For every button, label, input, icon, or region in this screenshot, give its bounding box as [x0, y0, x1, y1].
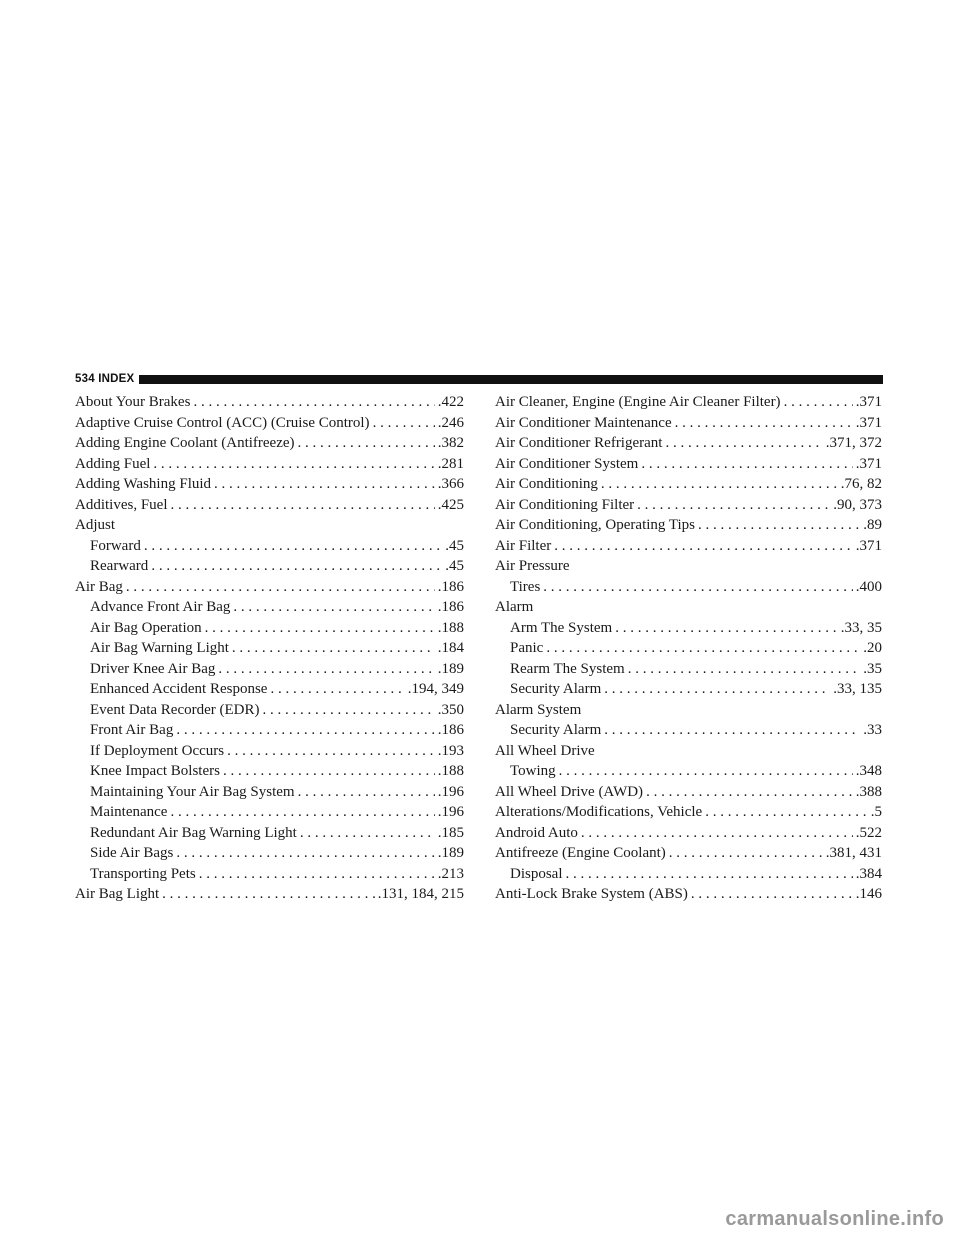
- index-entry-label: Event Data Recorder (EDR): [90, 701, 260, 718]
- index-entry: [75, 515, 464, 536]
- index-entry-label: Advance Front Air Bag: [90, 599, 231, 615]
- index-entry-label: Redundant Air Bag Warning Light: [90, 824, 297, 841]
- index-entry-label: Air Filter: [495, 537, 552, 554]
- index-entry-page: .184: [437, 640, 464, 656]
- index-entry-label: Knee Impact Bolsters: [90, 763, 220, 779]
- dot-leader: [298, 433, 435, 454]
- index-entry: [495, 823, 882, 844]
- index-entry-label: Disposal: [510, 865, 563, 882]
- index-entry: [75, 782, 464, 803]
- index-entry: [495, 843, 882, 864]
- index-entry: [495, 536, 882, 557]
- index-entry-label: Maintenance: [90, 804, 168, 820]
- dot-leader: [270, 679, 404, 700]
- index-entry: [495, 474, 882, 495]
- index-entry: [75, 597, 464, 618]
- dot-leader: [559, 761, 853, 782]
- index-entry-label: Tires: [510, 578, 541, 595]
- dot-leader: [628, 659, 861, 680]
- index-entry-label: Panic: [510, 640, 544, 656]
- index-entry: [75, 638, 464, 659]
- index-entry: [75, 843, 464, 864]
- index-entry: [495, 597, 882, 618]
- index-entry: [75, 679, 464, 700]
- dot-leader: [176, 843, 434, 864]
- dot-leader: [637, 495, 830, 516]
- index-entry-label: Security Alarm: [510, 722, 602, 738]
- index-entry-label: Additives, Fuel: [75, 496, 168, 513]
- index-entry-page: .185: [437, 824, 464, 841]
- index-entry: [495, 454, 882, 475]
- index-entry-label: Rearward: [90, 558, 149, 574]
- index-entry-page: .384: [855, 865, 882, 882]
- index-entry: [75, 536, 464, 557]
- dot-leader: [199, 864, 435, 885]
- index-entry: [495, 433, 882, 454]
- index-entry: [495, 720, 882, 741]
- index-entry: [75, 618, 464, 639]
- index-entry-label: Security Alarm: [510, 681, 602, 697]
- dot-leader: [232, 638, 435, 659]
- index-entry-label: Adjust: [75, 517, 116, 533]
- index-entry-label: Forward: [90, 537, 141, 554]
- dot-leader: [171, 495, 435, 516]
- index-entry: [75, 741, 464, 762]
- index-column-left: [75, 392, 464, 905]
- index-entry-page: .196: [437, 783, 464, 800]
- index-entry-label: Air Conditioner System: [495, 455, 639, 472]
- dot-leader: [193, 392, 434, 413]
- index-entry-page: .281: [437, 455, 464, 472]
- index-entry: [495, 802, 882, 823]
- index-entry-page: .522: [855, 824, 882, 841]
- index-entry: [495, 638, 882, 659]
- index-entry: [495, 864, 882, 885]
- dot-leader: [675, 413, 853, 434]
- index-entry-label: Adding Fuel: [75, 455, 151, 472]
- index-entry: [75, 802, 464, 823]
- dot-leader: [604, 720, 860, 741]
- index-entry: [495, 413, 882, 434]
- index-entry-label: Air Bag Warning Light: [90, 640, 229, 656]
- index-entry-page: .196: [437, 804, 464, 820]
- dot-leader: [162, 884, 375, 905]
- dot-leader: [205, 618, 435, 639]
- dot-leader: [176, 720, 434, 741]
- index-entry-label: Rearm The System: [510, 660, 625, 677]
- index-entry-page: .33, 135: [833, 681, 882, 697]
- index-entry-page: .131, 184, 215: [377, 886, 464, 902]
- index-entry-page: .366: [437, 476, 464, 492]
- index-entry-page: .381, 431: [825, 845, 882, 861]
- dot-leader: [227, 741, 435, 762]
- dot-leader: [554, 536, 853, 557]
- index-entry: [495, 761, 882, 782]
- dot-leader: [373, 413, 435, 434]
- section-title: INDEX: [98, 373, 135, 385]
- dot-leader: [784, 392, 853, 413]
- index-entry: [75, 659, 464, 680]
- dot-leader: [615, 618, 838, 639]
- index-entry-label: Air Cleaner, Engine (Engine Air Cleaner Filter): [495, 394, 781, 410]
- index-entry-page: .388: [855, 783, 882, 800]
- dot-leader: [218, 659, 434, 680]
- dot-leader: [566, 864, 853, 885]
- index-entry: [75, 454, 464, 475]
- dot-leader: [665, 433, 822, 454]
- dot-leader: [698, 515, 860, 536]
- index-entry-label: Transporting Pets: [90, 865, 196, 882]
- index-entry-label: Adding Engine Coolant (Antifreeze): [75, 435, 295, 451]
- dot-leader: [646, 782, 853, 803]
- index-entry-page: .348: [855, 763, 882, 779]
- index-entry-page: .371, 372: [825, 435, 882, 451]
- index-entry-label: Enhanced Accident Response: [90, 681, 268, 697]
- index-entry-label: About Your Brakes: [75, 394, 191, 410]
- dot-leader: [151, 556, 442, 577]
- index-entry: [75, 884, 464, 905]
- dot-leader: [298, 782, 435, 803]
- dot-leader: [144, 536, 442, 557]
- index-entry: [75, 577, 464, 598]
- dot-leader: [126, 577, 435, 598]
- index-entry-page: .186: [437, 599, 464, 615]
- index-entry: [75, 823, 464, 844]
- index-entry: [75, 556, 464, 577]
- index-entry-label: Front Air Bag: [90, 722, 174, 738]
- index-entry-page: .188: [437, 619, 464, 636]
- index-entry-page: .186: [437, 578, 464, 595]
- index-entry-label: Android Auto: [495, 824, 578, 841]
- index-entry-label: Air Conditioning: [495, 476, 598, 492]
- index-entry: [495, 884, 882, 905]
- index-entry: [75, 392, 464, 413]
- dot-leader: [214, 474, 435, 495]
- index-entry: [495, 659, 882, 680]
- index-entry-label: All Wheel Drive: [495, 742, 595, 759]
- page-header: [75, 371, 883, 387]
- index-entry-page: .146: [855, 886, 882, 902]
- index-entry-label: Towing: [510, 763, 556, 779]
- index-entry-label: Air Conditioner Maintenance: [495, 414, 672, 431]
- index-entry-page: .350: [437, 701, 464, 718]
- index-entry-page: .188: [437, 763, 464, 779]
- index-entry: [75, 864, 464, 885]
- index-entry-page: .20: [863, 640, 882, 656]
- index-entry-page: .45: [445, 558, 464, 574]
- index-entry: [75, 474, 464, 495]
- index-entry: [495, 782, 882, 803]
- index-entry-label: Driver Knee Air Bag: [90, 660, 216, 677]
- index-entry-label: Adaptive Cruise Control (ACC) (Cruise Control): [75, 414, 370, 431]
- index-entry-page: .246: [437, 414, 464, 431]
- dot-leader: [263, 700, 435, 721]
- index-entry: [495, 618, 882, 639]
- index-entry-label: Maintaining Your Air Bag System: [90, 783, 295, 800]
- index-entry-label: Alarm System: [495, 701, 582, 718]
- dot-leader: [691, 884, 853, 905]
- index-entry-page: .33, 35: [840, 619, 882, 636]
- index-entry: [75, 413, 464, 434]
- dot-leader: [233, 597, 434, 618]
- index-entry-page: .76, 82: [840, 476, 882, 492]
- index-entry-label: Air Conditioning, Operating Tips: [495, 517, 696, 533]
- index-entry: [495, 495, 882, 516]
- index-entry-page: .425: [437, 496, 464, 513]
- page-header-text: [75, 373, 134, 385]
- index-entry-page: .371: [855, 537, 882, 554]
- dot-leader: [669, 843, 823, 864]
- index-entry-page: .400: [855, 578, 882, 595]
- index-entry: [75, 761, 464, 782]
- index-entry-page: .90, 373: [833, 496, 882, 513]
- index-entry-label: Air Bag: [75, 578, 123, 595]
- index-entry-page: .33: [863, 722, 882, 738]
- dot-leader: [223, 761, 435, 782]
- dot-leader: [641, 454, 852, 475]
- index-entry: [495, 577, 882, 598]
- index-entry-page: .89: [863, 517, 882, 533]
- index-entry: [495, 556, 882, 577]
- index-column-right: [495, 392, 882, 905]
- dot-leader: [581, 823, 853, 844]
- index-entry: [495, 679, 882, 700]
- index-entry: [75, 495, 464, 516]
- index-entry-label: All Wheel Drive (AWD): [495, 783, 644, 800]
- index-entry-page: .186: [437, 722, 464, 738]
- index-entry-label: Arm The System: [510, 619, 613, 636]
- index-entry-label: Adding Washing Fluid: [75, 476, 212, 492]
- index-entry-page: .422: [437, 394, 464, 410]
- index-entry-label: Air Bag Operation: [90, 619, 202, 636]
- header-rule: [139, 375, 883, 384]
- dot-leader: [300, 823, 435, 844]
- dot-leader: [546, 638, 860, 659]
- index-entry-page: .45: [445, 537, 464, 554]
- index-entry: [495, 392, 882, 413]
- index-entry: [75, 433, 464, 454]
- index-entry-label: Alterations/Modifications, Vehicle: [495, 804, 703, 820]
- index-entry-page: .382: [437, 435, 464, 451]
- dot-leader: [153, 454, 434, 475]
- index-entry-label: Antifreeze (Engine Coolant): [495, 845, 666, 861]
- index-entry-label: Air Bag Light: [75, 886, 160, 902]
- index-entry-page: .35: [863, 660, 882, 677]
- dot-leader: [604, 679, 830, 700]
- index-entry-page: .213: [437, 865, 464, 882]
- index-entry: [75, 700, 464, 721]
- index-entry-label: Air Conditioner Refrigerant: [495, 435, 663, 451]
- index-entry-page: .189: [437, 660, 464, 677]
- index-entry-label: Air Pressure: [495, 558, 570, 574]
- dot-leader: [170, 802, 434, 823]
- dot-leader: [601, 474, 838, 495]
- index-entry-label: If Deployment Occurs: [90, 742, 225, 759]
- index-entry-label: Alarm: [495, 599, 534, 615]
- index-entry-label: Air Conditioning Filter: [495, 496, 635, 513]
- index-entry: [495, 741, 882, 762]
- index-entry: [495, 515, 882, 536]
- index-entry-page: .371: [855, 455, 882, 472]
- index-entry-label: Side Air Bags: [90, 845, 174, 861]
- index-entry-page: .193: [437, 742, 464, 759]
- dot-leader: [705, 802, 868, 823]
- index-entry-page: .371: [855, 394, 882, 410]
- watermark: carmanualsonline.info: [725, 1208, 944, 1230]
- dot-leader: [543, 577, 852, 598]
- index-entry-page: .194, 349: [407, 681, 464, 697]
- page-number: 534: [75, 373, 95, 385]
- index-entry-page: .5: [870, 804, 882, 820]
- index-entry-page: .189: [437, 845, 464, 861]
- index-entry-label: Anti-Lock Brake System (ABS): [495, 886, 688, 902]
- index-entry: [495, 700, 882, 721]
- index-entry: [75, 720, 464, 741]
- index-entry-page: .371: [855, 414, 882, 431]
